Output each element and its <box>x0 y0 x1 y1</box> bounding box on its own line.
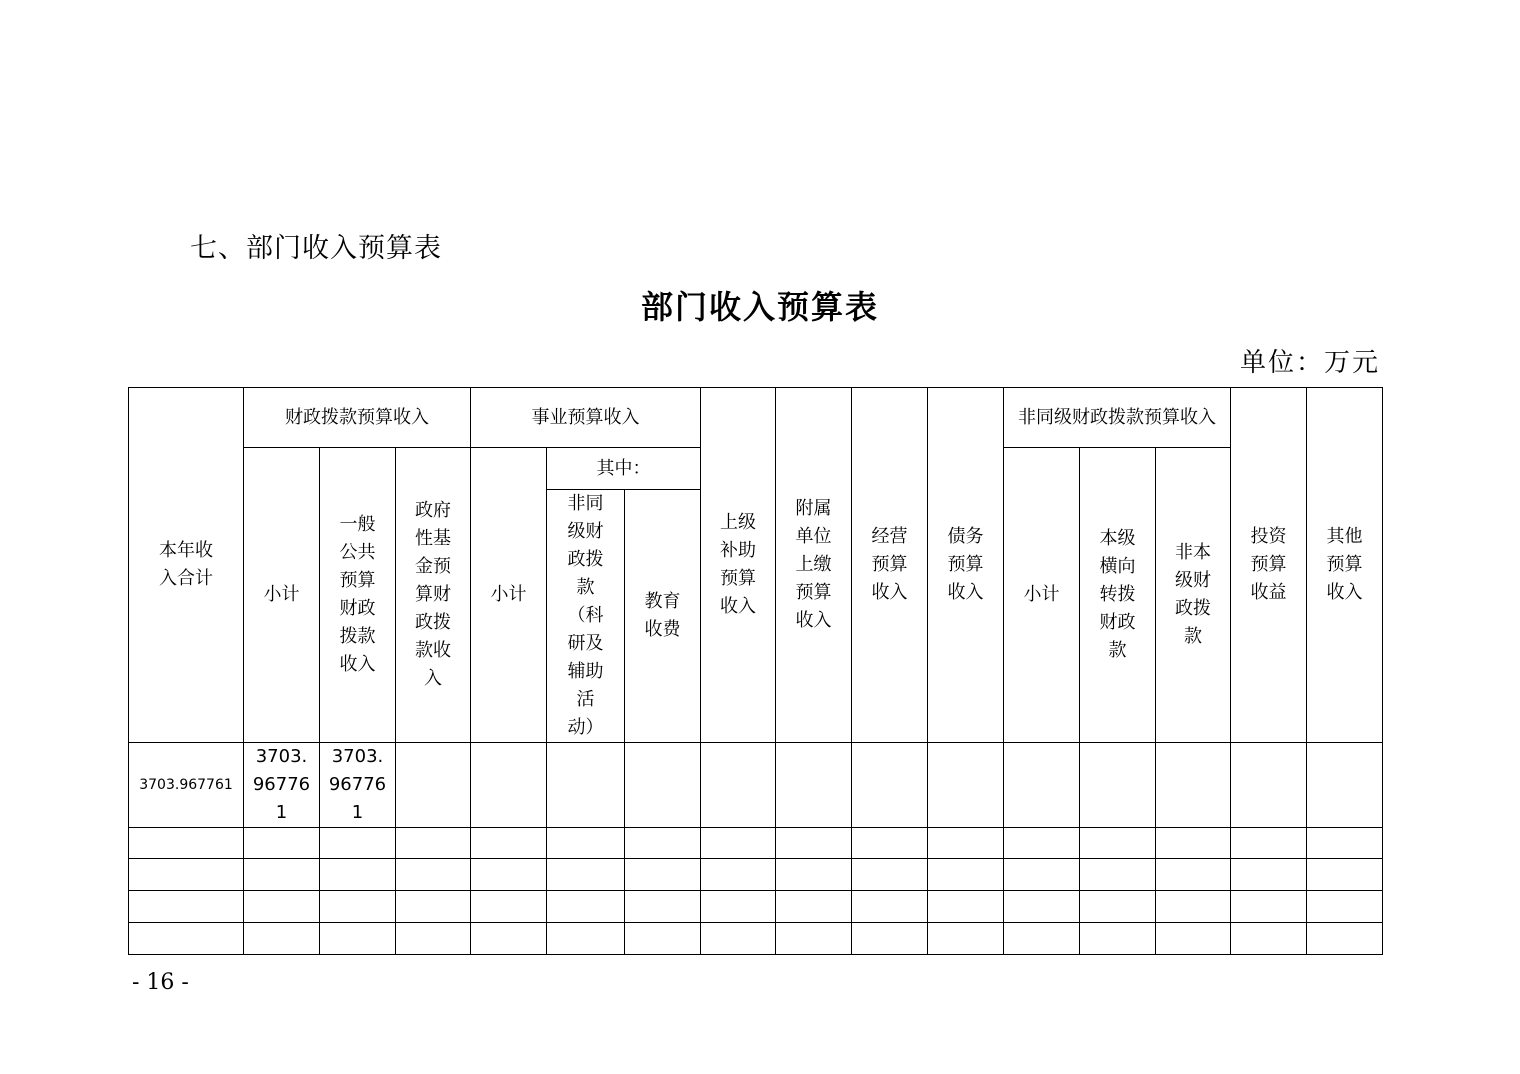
header-row-1 <box>129 388 1383 448</box>
table-cell: 3703.967761 <box>244 743 320 828</box>
table-cell <box>776 859 852 891</box>
header-gov-fund: 政府性基金预算财政拨款收入 <box>396 448 471 743</box>
table-cell <box>852 828 928 859</box>
header-general-public: 一般公共预算财政拨款收入 <box>320 448 396 743</box>
table-cell <box>244 891 320 923</box>
table-cell <box>396 923 471 955</box>
page-number: - 16 - <box>132 970 189 995</box>
header-among: 其中： <box>547 448 701 490</box>
header-education-fee: 教育收费 <box>625 490 701 743</box>
table-cell <box>244 859 320 891</box>
table-cell <box>1004 828 1080 859</box>
table-cell <box>1080 743 1156 828</box>
table-cell <box>1307 859 1383 891</box>
table-cell <box>701 743 776 828</box>
table-cell <box>701 891 776 923</box>
table-cell <box>625 923 701 955</box>
table-cell <box>547 923 625 955</box>
header-non-same-level-fund: 非本级财政拨款 <box>1156 448 1231 743</box>
table-cell <box>1307 743 1383 828</box>
table-cell: 3703.967761 <box>320 743 396 828</box>
header-business-group: 事业预算收入 <box>471 388 701 448</box>
table-cell <box>1004 891 1080 923</box>
table-cell <box>1156 891 1231 923</box>
table-cell <box>928 859 1004 891</box>
table-cell <box>776 891 852 923</box>
table-cell <box>471 923 547 955</box>
header-operating: 经营预算收入 <box>852 388 928 743</box>
table-cell: 3703.967761 <box>129 743 244 828</box>
table-cell <box>244 923 320 955</box>
section-heading: 七、部门收入预算表 <box>190 233 442 264</box>
table-row <box>129 923 1383 955</box>
table-cell <box>776 923 852 955</box>
table-row <box>129 891 1383 923</box>
table-cell <box>625 743 701 828</box>
table-cell <box>1080 923 1156 955</box>
table-cell <box>396 828 471 859</box>
table-cell <box>852 923 928 955</box>
table-cell <box>1004 923 1080 955</box>
header-non-same-group: 非同级财政拨款预算收入 <box>1004 388 1231 448</box>
table-cell <box>547 891 625 923</box>
header-total: 本年收入合计 <box>129 388 244 743</box>
table-row <box>129 743 1383 828</box>
table-cell <box>1231 743 1307 828</box>
table-cell <box>471 891 547 923</box>
header-business-subtotal: 小计 <box>471 448 547 743</box>
table-cell <box>547 743 625 828</box>
header-fiscal-subtotal: 小计 <box>244 448 320 743</box>
header-non-same-subtotal: 小计 <box>1004 448 1080 743</box>
table-cell <box>320 891 396 923</box>
table-cell <box>1080 891 1156 923</box>
table-cell <box>1080 859 1156 891</box>
table-cell <box>852 891 928 923</box>
table-cell <box>129 891 244 923</box>
table-cell <box>1307 923 1383 955</box>
table-cell <box>701 828 776 859</box>
header-superior-subsidy: 上级补助预算收入 <box>701 388 776 743</box>
table-cell <box>1004 859 1080 891</box>
table-row <box>129 859 1383 891</box>
table-cell <box>625 891 701 923</box>
table-cell <box>471 743 547 828</box>
table-cell <box>1156 743 1231 828</box>
table-cell <box>776 828 852 859</box>
table-cell <box>396 859 471 891</box>
unit-label: 单位：万元 <box>1239 348 1380 378</box>
table-cell <box>625 859 701 891</box>
table-cell <box>1307 828 1383 859</box>
table-cell <box>244 828 320 859</box>
table-cell <box>1307 891 1383 923</box>
table-title: 部门收入预算表 <box>640 288 879 326</box>
table-cell <box>1156 859 1231 891</box>
table-cell <box>1156 828 1231 859</box>
table-cell <box>1231 828 1307 859</box>
table-cell <box>396 743 471 828</box>
table-cell <box>1231 859 1307 891</box>
header-non-same-level-research: 非同级财政拨款（科研及辅助活动） <box>547 490 625 743</box>
header-same-level-transfer: 本级横向转拨财政款 <box>1080 448 1156 743</box>
table-cell <box>776 743 852 828</box>
table-cell <box>396 891 471 923</box>
table-row <box>129 828 1383 859</box>
table-cell <box>1080 828 1156 859</box>
budget-table <box>128 387 1383 955</box>
table-cell <box>928 891 1004 923</box>
header-other: 其他预算收入 <box>1307 388 1383 743</box>
table-cell <box>547 859 625 891</box>
header-debt: 债务预算收入 <box>928 388 1004 743</box>
table-cell <box>1004 743 1080 828</box>
table-cell <box>701 923 776 955</box>
table-cell <box>928 828 1004 859</box>
table-cell <box>129 923 244 955</box>
header-affiliated-unit: 附属单位上缴预算收入 <box>776 388 852 743</box>
table-cell <box>471 859 547 891</box>
table-cell <box>625 828 701 859</box>
table-cell <box>320 828 396 859</box>
table-cell <box>701 859 776 891</box>
table-cell <box>852 859 928 891</box>
table-cell <box>852 743 928 828</box>
table-cell <box>1231 923 1307 955</box>
table-cell <box>1231 891 1307 923</box>
table-cell <box>928 743 1004 828</box>
table-cell <box>1156 923 1231 955</box>
table-cell <box>320 923 396 955</box>
table-cell <box>129 828 244 859</box>
table-cell <box>471 828 547 859</box>
header-fiscal-group: 财政拨款预算收入 <box>244 388 471 448</box>
table-cell <box>129 859 244 891</box>
table-cell <box>928 923 1004 955</box>
table-cell <box>320 859 396 891</box>
table-cell <box>547 828 625 859</box>
header-investment: 投资预算收益 <box>1231 388 1307 743</box>
